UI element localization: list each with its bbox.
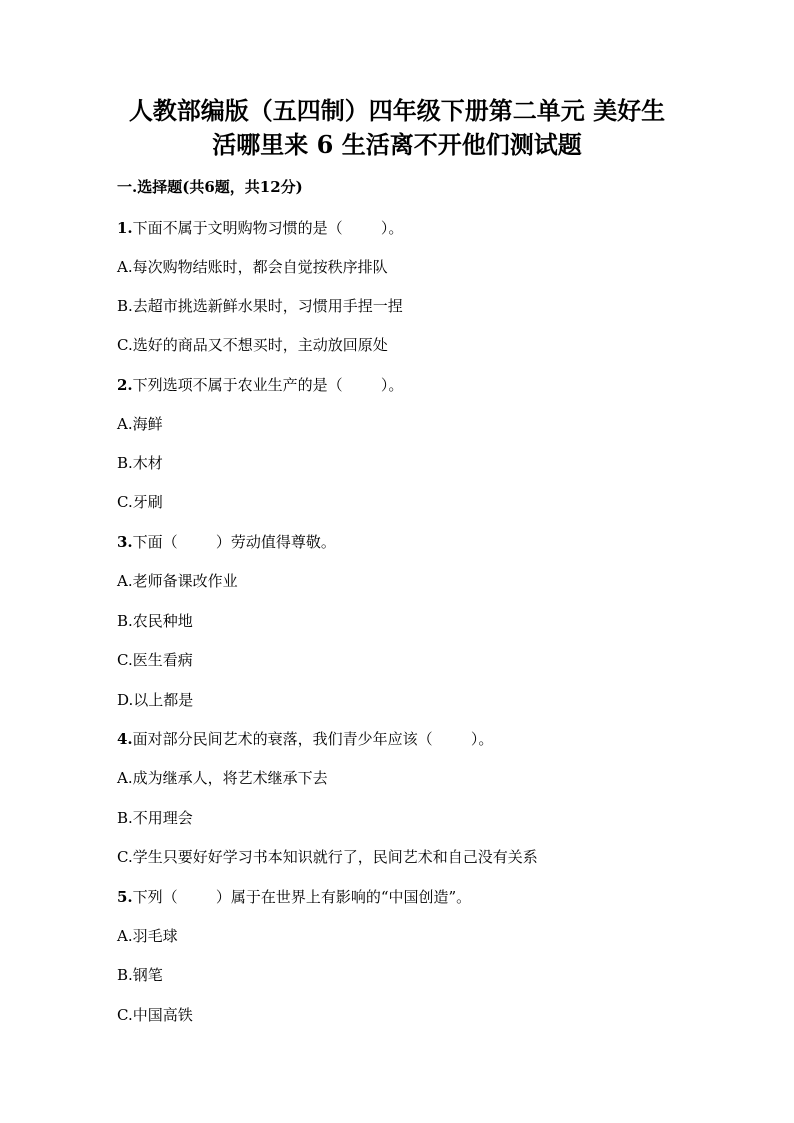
- option-3c[interactable]: C.医生看病: [117, 651, 193, 669]
- option-3b[interactable]: B.农民种地: [117, 612, 193, 630]
- question-stem-before: 下列选项不属于农业生产的是（: [132, 376, 343, 394]
- option-4b[interactable]: B.不用理会: [117, 809, 193, 827]
- question-1: [117, 217, 403, 239]
- answer-blank[interactable]: [178, 886, 216, 908]
- option-4a[interactable]: A.成为继承人，将艺术继承下去: [117, 769, 328, 787]
- answer-blank[interactable]: [178, 531, 216, 553]
- option-5c[interactable]: C.中国高铁: [117, 1006, 193, 1024]
- option-4c[interactable]: C.学生只要好好学习书本知识就行了，民间艺术和自己没有关系: [117, 848, 538, 866]
- question-stem-after: ）。: [380, 376, 404, 394]
- question-3: [117, 531, 336, 553]
- question-number: 2.: [117, 376, 133, 394]
- section-heading: 一.选择题(共6题，共12分): [117, 178, 303, 196]
- option-3d[interactable]: D.以上都是: [117, 691, 194, 709]
- option-2c[interactable]: C.牙刷: [117, 493, 163, 511]
- question-4: [117, 728, 493, 750]
- page-title-line-2: 活哪里来 6 生活离不开他们测试题: [212, 130, 582, 159]
- question-stem-after: ）劳动值得尊敬。: [215, 533, 336, 551]
- question-stem-before: 下面不属于文明购物习惯的是（: [132, 219, 343, 237]
- option-2a[interactable]: A.海鲜: [117, 415, 163, 433]
- question-5: [117, 886, 471, 908]
- question-stem-after: ）。: [380, 219, 404, 237]
- question-number: 3.: [117, 533, 133, 551]
- option-3a[interactable]: A.老师备课改作业: [117, 572, 238, 590]
- answer-blank[interactable]: [433, 728, 471, 750]
- question-stem-before: 下列（: [132, 888, 178, 906]
- option-1b[interactable]: B.去超市挑选新鲜水果时，习惯用手捏一捏: [117, 297, 403, 315]
- question-2: [117, 374, 403, 396]
- option-1c[interactable]: C.选好的商品又不想买时，主动放回原处: [117, 336, 388, 354]
- question-number: 4.: [117, 730, 133, 748]
- option-2b[interactable]: B.木材: [117, 454, 163, 472]
- question-stem-before: 下面（: [132, 533, 178, 551]
- page-title-line-1: 人教部编版（五四制）四年级下册第二单元 美好生: [128, 96, 666, 125]
- question-stem-after: ）属于在世界上有影响的“中国创造”。: [215, 888, 472, 906]
- question-stem-after: ）。: [470, 730, 494, 748]
- option-5b[interactable]: B.钢笔: [117, 966, 163, 984]
- option-1a[interactable]: A.每次购物结账时，都会自觉按秩序排队: [117, 258, 388, 276]
- question-stem-before: 面对部分民间艺术的衰落，我们青少年应该（: [132, 730, 433, 748]
- answer-blank[interactable]: [343, 217, 381, 239]
- question-number: 1.: [117, 219, 133, 237]
- question-number: 5.: [117, 888, 133, 906]
- option-5a[interactable]: A.羽毛球: [117, 927, 178, 945]
- answer-blank[interactable]: [343, 374, 381, 396]
